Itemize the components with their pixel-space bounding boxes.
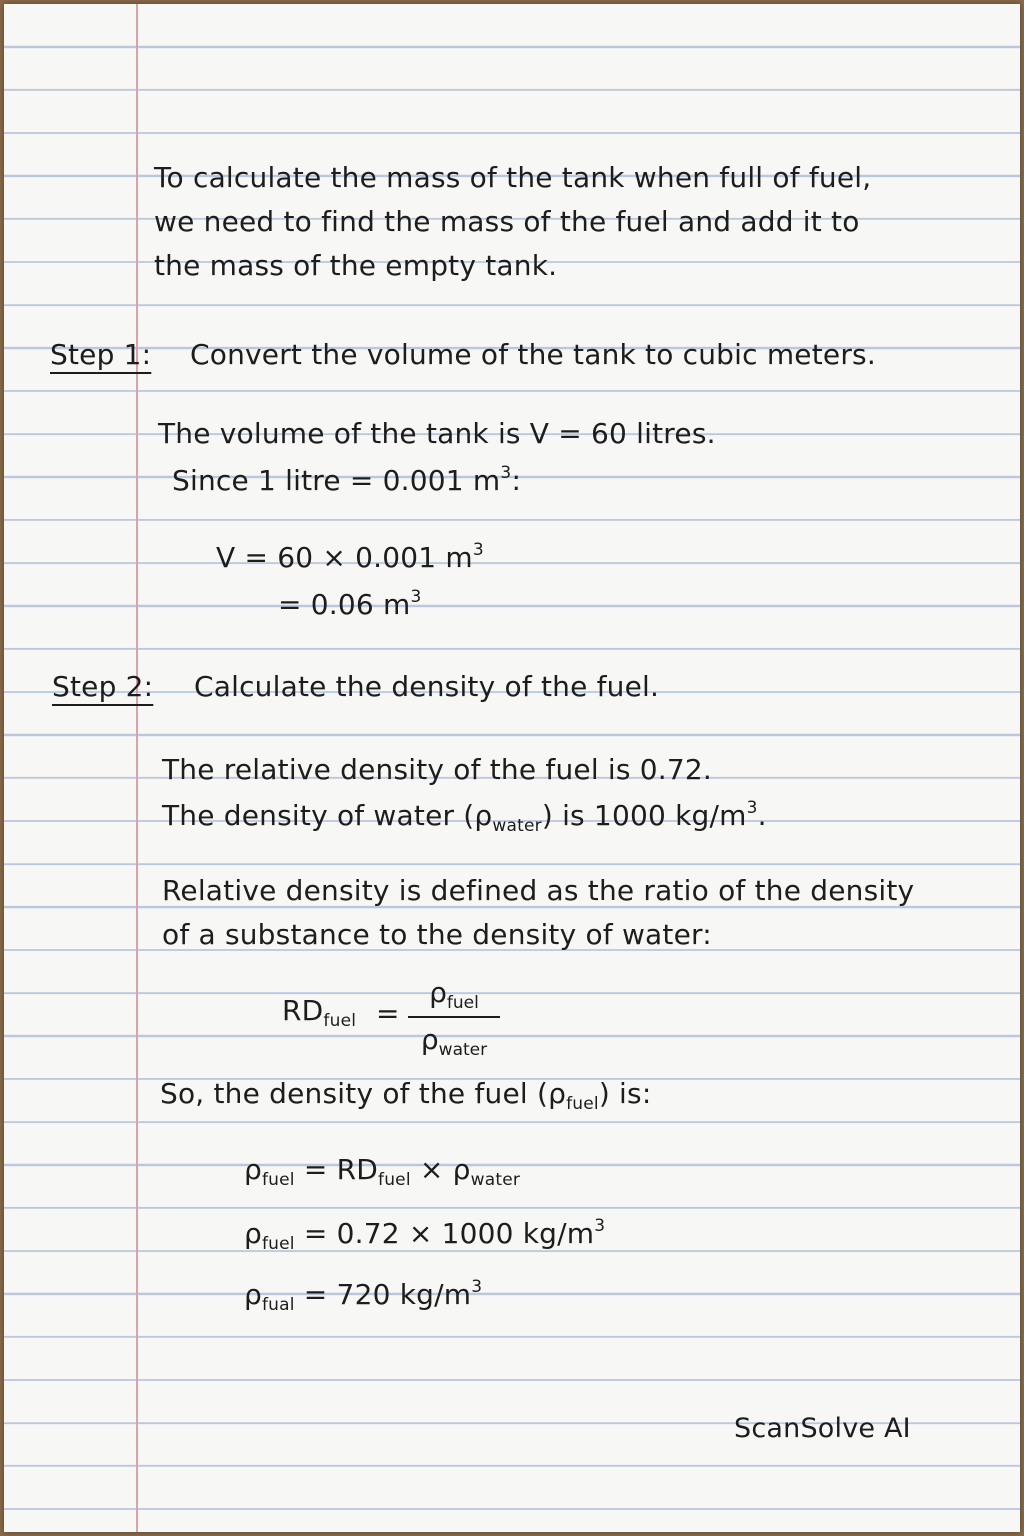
- density-equation-1: [244, 1153, 521, 1190]
- conversion-statement: [172, 465, 521, 495]
- eq1-rho: ρ: [244, 1153, 262, 1186]
- so-statement: [160, 1077, 652, 1114]
- volume-statement: The volume of the tank is V = 60 litres.: [158, 417, 716, 450]
- water-subscript: water: [492, 816, 542, 836]
- eq1-rd-subscript: fuel: [378, 1170, 411, 1190]
- numerator-subscript: fuel: [446, 993, 479, 1013]
- eq1-water-subscript: water: [470, 1170, 521, 1190]
- so-end: ) is:: [598, 1077, 652, 1110]
- water-density-exponent: 3: [746, 798, 758, 818]
- conversion-text: Since 1 litre = 0.001 m: [172, 464, 501, 497]
- eq2-exponent: 3: [594, 1216, 606, 1236]
- relative-density-statement: The relative density of the fuel is 0.72.: [162, 753, 713, 786]
- volume-eq1-text: V = 60 × 0.001 m: [216, 541, 473, 574]
- eq1-rd: = RD: [294, 1153, 379, 1186]
- volume-eq2-text: = 0.06 m: [278, 588, 411, 621]
- density-fraction: [408, 976, 500, 1060]
- step-1-title: Convert the volume of the tank to cubic meters.: [190, 338, 876, 371]
- step-2-title: Calculate the density of the fuel.: [194, 670, 660, 703]
- intro-line-2: we need to find the mass of the fuel and add it to: [154, 205, 860, 238]
- so-text: So, the density of the fuel (ρ: [160, 1077, 567, 1110]
- eq1-rho-subscript: fuel: [261, 1170, 295, 1190]
- step-1-label: Step 1:: [50, 338, 152, 371]
- definition-line-2: of a substance to the density of water:: [162, 918, 712, 951]
- signature: ScanSolve AI: [734, 1413, 911, 1444]
- volume-equation-1: [216, 542, 484, 572]
- eq3-exponent: 3: [471, 1277, 483, 1297]
- volume-equation-2: [278, 589, 422, 619]
- so-subscript: fuel: [566, 1094, 599, 1114]
- eq2-rho-subscript: fuel: [261, 1234, 295, 1254]
- formula-equals: =: [376, 997, 400, 1030]
- fraction-bar: [408, 1016, 500, 1018]
- volume-eq2-exponent: 3: [410, 587, 422, 607]
- step-2-label: Step 2:: [52, 670, 154, 703]
- eq3-rest: = 720 kg/m: [294, 1278, 472, 1311]
- eq3-rho-subscript: fual: [261, 1295, 295, 1315]
- intro-line-3: the mass of the empty tank.: [154, 249, 558, 282]
- water-density-text: The density of water (ρ: [162, 799, 493, 832]
- definition-line-1: Relative density is defined as the ratio of the density: [162, 874, 915, 907]
- formula-lhs: [282, 994, 357, 1031]
- conversion-colon: :: [511, 464, 522, 497]
- intro-line-1: To calculate the mass of the tank when full of fuel,: [154, 161, 872, 194]
- fraction-numerator: [429, 976, 479, 1013]
- rho-symbol-den: ρ: [420, 1023, 439, 1056]
- eq2-rho: ρ: [244, 1217, 262, 1250]
- water-density-statement: [162, 800, 767, 835]
- density-equation-3: [244, 1279, 482, 1314]
- rho-symbol-num: ρ: [429, 976, 447, 1009]
- rd-subscript: fuel: [323, 1011, 357, 1031]
- water-density-period: .: [757, 799, 767, 832]
- water-density-value: ) is 1000 kg/m: [541, 799, 747, 832]
- fraction-denominator: [421, 1023, 487, 1060]
- margin-line: [136, 4, 138, 1532]
- eq2-rest: = 0.72 × 1000 kg/m: [294, 1217, 595, 1250]
- eq3-rho: ρ: [244, 1278, 262, 1311]
- volume-eq1-exponent: 3: [472, 540, 484, 560]
- rd-symbol: RD: [282, 994, 324, 1027]
- denominator-subscript: water: [438, 1040, 488, 1060]
- eq1-times-rho: × ρ: [410, 1153, 471, 1186]
- notebook-page: [4, 4, 1020, 1532]
- density-equation-2: [244, 1218, 605, 1253]
- conversion-exponent: 3: [500, 463, 512, 483]
